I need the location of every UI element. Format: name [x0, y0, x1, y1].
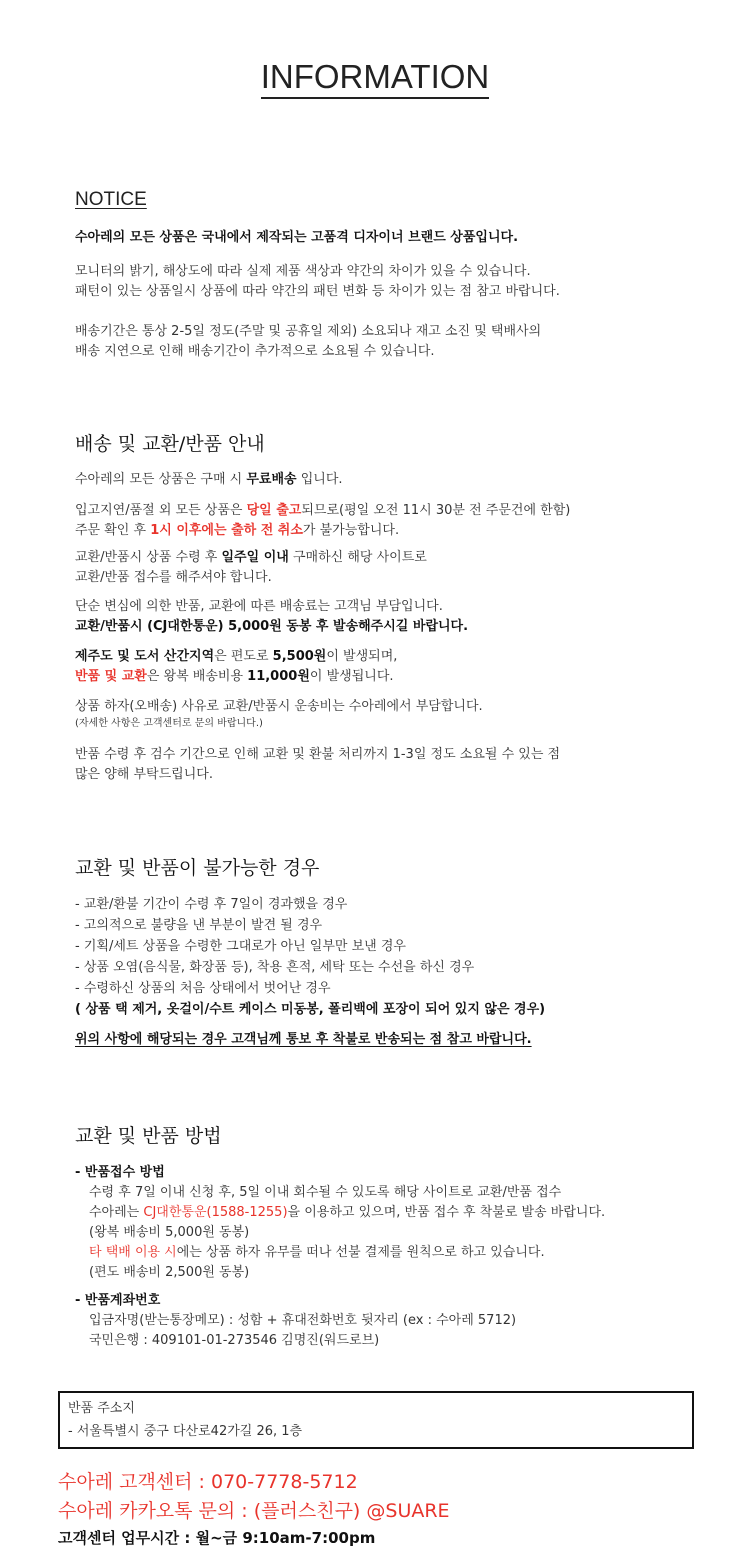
account-line-2: 국민은행 : 409101-01-273546 김명진(워드로브): [89, 1333, 380, 1348]
shipping-p5-line2-end: 이 발생됩니다.: [309, 669, 394, 684]
shipping-p6-line1: 상품 하자(오배송) 사유로 교환/반품시 운송비는 수아레에서 부담합니다.: [75, 699, 483, 714]
red-note: 위의 사항에 해당되는 경우 고객님께 통보 후 착불로 반송되는 점 참고 바랍니다.: [75, 1032, 532, 1047]
shipping-heading: 배송 및 교환/반품 안내: [75, 433, 265, 455]
shipping-p7-line1: 반품 수령 후 검수 기간으로 인해 교환 및 환불 처리까지 1-3일 정도 소요될 수 있는 점: [75, 747, 561, 762]
shipping-p3-line2: 교환/반품 접수를 해주셔야 합니다.: [75, 570, 272, 585]
shipping-p1-end: 입니다.: [296, 472, 343, 487]
list-item: - 교환/환불 기간이 수령 후 7일이 경과했을 경우: [75, 897, 348, 912]
shipping-p4: [75, 597, 715, 637]
shipping-p7: [75, 745, 715, 785]
method-line-3: (왕복 배송비 5,000원 동봉): [89, 1225, 250, 1240]
method-account-body: [89, 1311, 729, 1351]
shipping-p5-end: 이 발생되며,: [326, 649, 398, 664]
shipping-p1-text: 수아레의 모든 상품은 구매 시: [75, 472, 247, 487]
return-exchange-text: 반품 및 교환: [75, 669, 147, 684]
shipping-p7-line2: 많은 양해 부탁드립니다.: [75, 767, 213, 782]
notice-section: [75, 228, 715, 248]
cancel-limit-text: 1시 이후에는 출하 전 취소: [150, 523, 303, 538]
list-item: - 고의적으로 불량을 낸 부분이 발견 될 경우: [75, 918, 323, 933]
free-shipping-text: 무료배송: [246, 472, 297, 487]
notice-line-1: 수아레의 모든 상품은 국내에서 제작되는 고품격 디자이너 브랜드 상품입니다.: [75, 230, 519, 245]
method-line-5: (편도 배송비 2,500원 동봉): [89, 1265, 250, 1280]
within-week-text: 일주일 이내: [221, 550, 289, 565]
oneway-fee: 5,500원: [272, 649, 327, 664]
method-line-2a: 수아레는: [89, 1205, 144, 1220]
notice-line-4: 배송기간은 통상 2-5일 정도(주말 및 공휴일 제외) 소요되나 재고 소진 및 택배사의: [75, 324, 542, 339]
notice-line-5: 배송 지연으로 인해 배송기간이 추가적으로 소요될 수 있습니다.: [75, 344, 435, 359]
return-method-subheading: - 반품접수 방법: [75, 1165, 165, 1180]
notice-heading: NOTICE: [75, 189, 147, 210]
impossible-red-note-wrap: [75, 1030, 715, 1050]
method-return-section: [75, 1163, 715, 1183]
method-return-body: [89, 1183, 729, 1283]
shipping-p1: [75, 470, 715, 490]
shipping-p4-line1: 단순 변심에 의한 반품, 교환에 따른 배송료는 고객님 부담입니다.: [75, 599, 443, 614]
account-subheading: - 반품계좌번호: [75, 1293, 161, 1308]
list-item: - 수령하신 상품의 처음 상태에서 벗어난 경우: [75, 981, 331, 996]
method-line-2c: 을 이용하고 있으며, 반품 접수 후 착불로 발송 바랍니다.: [287, 1205, 606, 1220]
kakao-contact: 수아레 카카오톡 문의 : (플러스친구) @SUARE: [58, 1500, 450, 1522]
roundtrip-fee: 11,000원: [247, 669, 310, 684]
return-address-label: 반품 주소지: [68, 1401, 135, 1416]
list-item: - 기획/세트 상품을 수령한 그대로가 아닌 일부만 보낸 경우: [75, 939, 406, 954]
shipping-p3: [75, 548, 715, 588]
shipping-p3-cont: 구매하신 해당 사이트로: [288, 550, 427, 565]
method-account-section: [75, 1291, 715, 1311]
shipping-p4-line2: 교환/반품시 (CJ대한통운) 5,000원 동봉 후 발송해주시길 바랍니다.: [75, 619, 469, 634]
method-heading: 교환 및 반품 방법: [75, 1125, 222, 1147]
shipping-p2-cont: 되므로(평일 오전 11시 30분 전 주문건에 한함): [301, 503, 571, 518]
return-address-value: - 서울특별시 중구 다산로42가길 26, 1층: [68, 1424, 303, 1439]
jeju-text: 제주도 및 도서 산간지역: [75, 649, 215, 664]
impossible-list: [75, 894, 715, 1020]
shipping-p2-line2-end: 가 불가능합니다.: [302, 523, 400, 538]
shipping-p6: [75, 697, 715, 731]
shipping-p2-text: 입고지연/품절 외 모든 상품은: [75, 503, 247, 518]
cs-phone: 수아레 고객센터 : 070-7778-5712: [58, 1471, 358, 1493]
shipping-p6-note: (자세한 사항은 고객센터로 문의 바랍니다.): [75, 718, 263, 729]
other-courier-text: 타 택배 이용 시: [89, 1245, 177, 1260]
shipping-p5-line2: 은 왕복 배송비용: [146, 669, 248, 684]
account-line-1: 입금자명(받는통장메모) : 성함 + 휴대전화번호 뒷자리 (ex : 수아레 5712): [89, 1313, 517, 1328]
shipping-p3-text: 교환/반품시 상품 수령 후: [75, 550, 222, 565]
notice-line-3: 패턴이 있는 상품일시 상품에 따라 약간의 패턴 변화 등 차이가 있는 점 참고 바랍니다.: [75, 284, 560, 299]
page-title-text: INFORMATION: [261, 58, 490, 99]
notice-paragraph-3: [75, 322, 715, 362]
cj-contact: CJ대한통운(1588-1255): [143, 1205, 288, 1220]
bold-note: ( 상품 택 제거, 옷걸이/수트 케이스 미동봉, 폴리백에 포장이 되어 있지 않은 경우): [75, 1002, 546, 1017]
list-item: - 상품 오염(음식물, 화장품 등), 착용 흔적, 세탁 또는 수선을 하신 경우: [75, 960, 475, 975]
shipping-p5: [75, 647, 715, 687]
method-line-1: 수령 후 7일 이내 신청 후, 5일 이내 회수될 수 있도록 해당 사이트로 교환/반품 접수: [89, 1185, 562, 1200]
shipping-p2: [75, 501, 715, 541]
same-day-text: 당일 출고: [246, 503, 302, 518]
shipping-p5-text: 은 편도로: [214, 649, 273, 664]
return-address-box: [58, 1391, 694, 1449]
impossible-heading: 교환 및 반품이 불가능한 경우: [75, 857, 320, 879]
notice-line-2: 모니터의 밝기, 해상도에 따라 실제 제품 색상과 약간의 차이가 있을 수 있습니다.: [75, 264, 531, 279]
notice-paragraph-2: [75, 262, 715, 302]
page-title: [0, 58, 750, 96]
cs-hours: 고객센터 업무시간 : 월~금 9:10am-7:00pm: [58, 1529, 376, 1547]
shipping-p2-line2: 주문 확인 후: [75, 523, 151, 538]
method-line-4b: 에는 상품 하자 유무를 떠나 선불 결제를 원칙으로 하고 있습니다.: [176, 1245, 545, 1260]
